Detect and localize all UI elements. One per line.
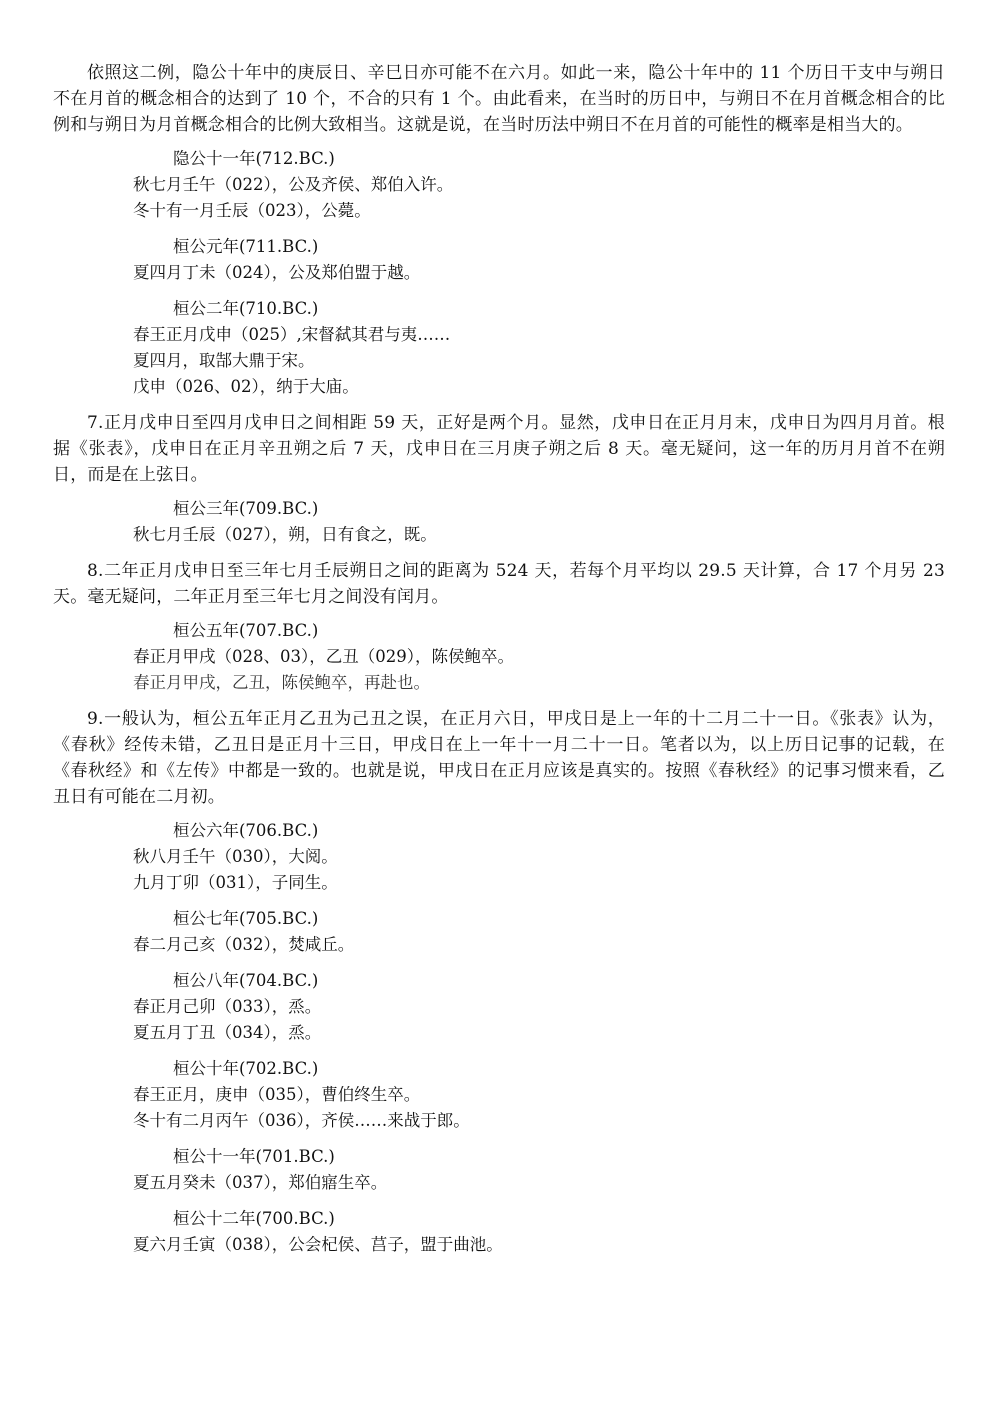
- record-line: 夏四月，取郜大鼎于宋。: [133, 351, 315, 370]
- paragraph-note-7: 7.正月戊申日至四月戊申日之间相距 59 天，正好是两个月。显然，戊申日在正月月末，戊申日为四月月首。根据《张表》，戊申日在正月辛丑朔之后 7 天，戊申日在三月庚子朔之后 8 天。毫无疑问，这一年的历月月首不在朔日，而是在上弦日。: [53, 413, 945, 485]
- year-heading: 桓公元年(711.BC.): [173, 237, 319, 256]
- entry-huan-3: [133, 496, 945, 548]
- year-heading: 桓公十二年(700.BC.): [173, 1209, 335, 1228]
- record-line: 夏四月丁未（024），公及郑伯盟于越。: [133, 263, 421, 282]
- record-line: 春王正月戊申（025）,宋督弑其君与夷……: [133, 325, 451, 344]
- entry-yin-11: [133, 146, 945, 224]
- record-line: 夏五月癸未（037），郑伯寤生卒。: [133, 1173, 388, 1192]
- year-heading: 桓公七年(705.BC.): [173, 909, 319, 928]
- paragraph-intro: 依照这二例，隐公十年中的庚辰日、辛巳日亦可能不在六月。如此一来，隐公十年中的 11 个历日干支中与朔日不在月首的概念相合的达到了 10 个，不合的只有 1 个。由此看来，在当时的历日中，与朔日不在月首概念相合的比例和与朔日为月首概念相合的比例大致相当。这就是说，在当时历法中朔日不在月首的可能性的概率是相当大的。: [53, 63, 945, 135]
- year-heading: 桓公六年(706.BC.): [173, 821, 319, 840]
- record-line: 戊申（026、02），纳于大庙。: [133, 377, 359, 396]
- record-line: 春正月己卯（033），烝。: [133, 997, 322, 1016]
- record-line: 秋七月壬午（022），公及齐侯、郑伯入许。: [133, 175, 454, 194]
- record-line: 春王正月，庚申（035），曹伯终生卒。: [133, 1085, 421, 1104]
- record-line: 九月丁卯（031），子同生。: [133, 873, 338, 892]
- record-line: 春二月己亥（032），焚咸丘。: [133, 935, 355, 954]
- record-line: 秋八月壬午（030），大阅。: [133, 847, 338, 866]
- entry-huan-2: [133, 296, 945, 400]
- record-line: 冬十有二月丙午（036），齐侯……来战于郎。: [133, 1111, 470, 1130]
- document-page: [53, 60, 945, 1268]
- entry-huan-5: [133, 618, 945, 696]
- year-heading: 桓公十年(702.BC.): [173, 1059, 319, 1078]
- record-line: 夏六月壬寅（038），公会杞侯、莒子，盟于曲池。: [133, 1235, 503, 1254]
- year-heading: 桓公八年(704.BC.): [173, 971, 319, 990]
- year-heading: 桓公二年(710.BC.): [173, 299, 319, 318]
- entry-huan-1: [133, 234, 945, 286]
- entry-huan-11: [133, 1144, 945, 1196]
- year-heading: 桓公三年(709.BC.): [173, 499, 319, 518]
- entry-huan-10: [133, 1056, 945, 1134]
- entry-huan-7: [133, 906, 945, 958]
- record-line: 冬十有一月壬辰（023），公薨。: [133, 201, 371, 220]
- entry-huan-6: [133, 818, 945, 896]
- record-line-zuozhuan: 春正月甲戌，乙丑，陈侯鲍卒，再赴也。: [133, 673, 430, 692]
- paragraph-note-8: 8.二年正月戊申日至三年七月壬辰朔日之间的距离为 524 天，若每个月平均以 29.5 天计算，合 17 个月另 23 天。毫无疑问，二年正月至三年七月之间没有闰月。: [53, 561, 945, 607]
- record-line: 秋七月壬辰（027），朔，日有食之，既。: [133, 525, 437, 544]
- record-line: 夏五月丁丑（034），烝。: [133, 1023, 322, 1042]
- paragraph-note-9: 9.一般认为，桓公五年正月乙丑为己丑之误，在正月六日，甲戌日是上一年的十二月二十一日。《张表》认为，《春秋》经传未错，乙丑日是正月十三日，甲戌日在上一年十一月二十一日。笔者以为，以上历日记事的记载，在《春秋经》和《左传》中都是一致的。也就是说，甲戌日在正月应该是真实的。按照《春秋经》的记事习惯来看，乙丑日有可能在二月初。: [53, 709, 945, 807]
- entry-huan-8: [133, 968, 945, 1046]
- entry-huan-12: [133, 1206, 945, 1258]
- year-heading: 桓公五年(707.BC.): [173, 621, 319, 640]
- year-heading: 桓公十一年(701.BC.): [173, 1147, 335, 1166]
- year-heading: 隐公十一年(712.BC.): [173, 149, 335, 168]
- record-line: 春正月甲戌（028、03），乙丑（029），陈侯鲍卒。: [133, 647, 514, 666]
